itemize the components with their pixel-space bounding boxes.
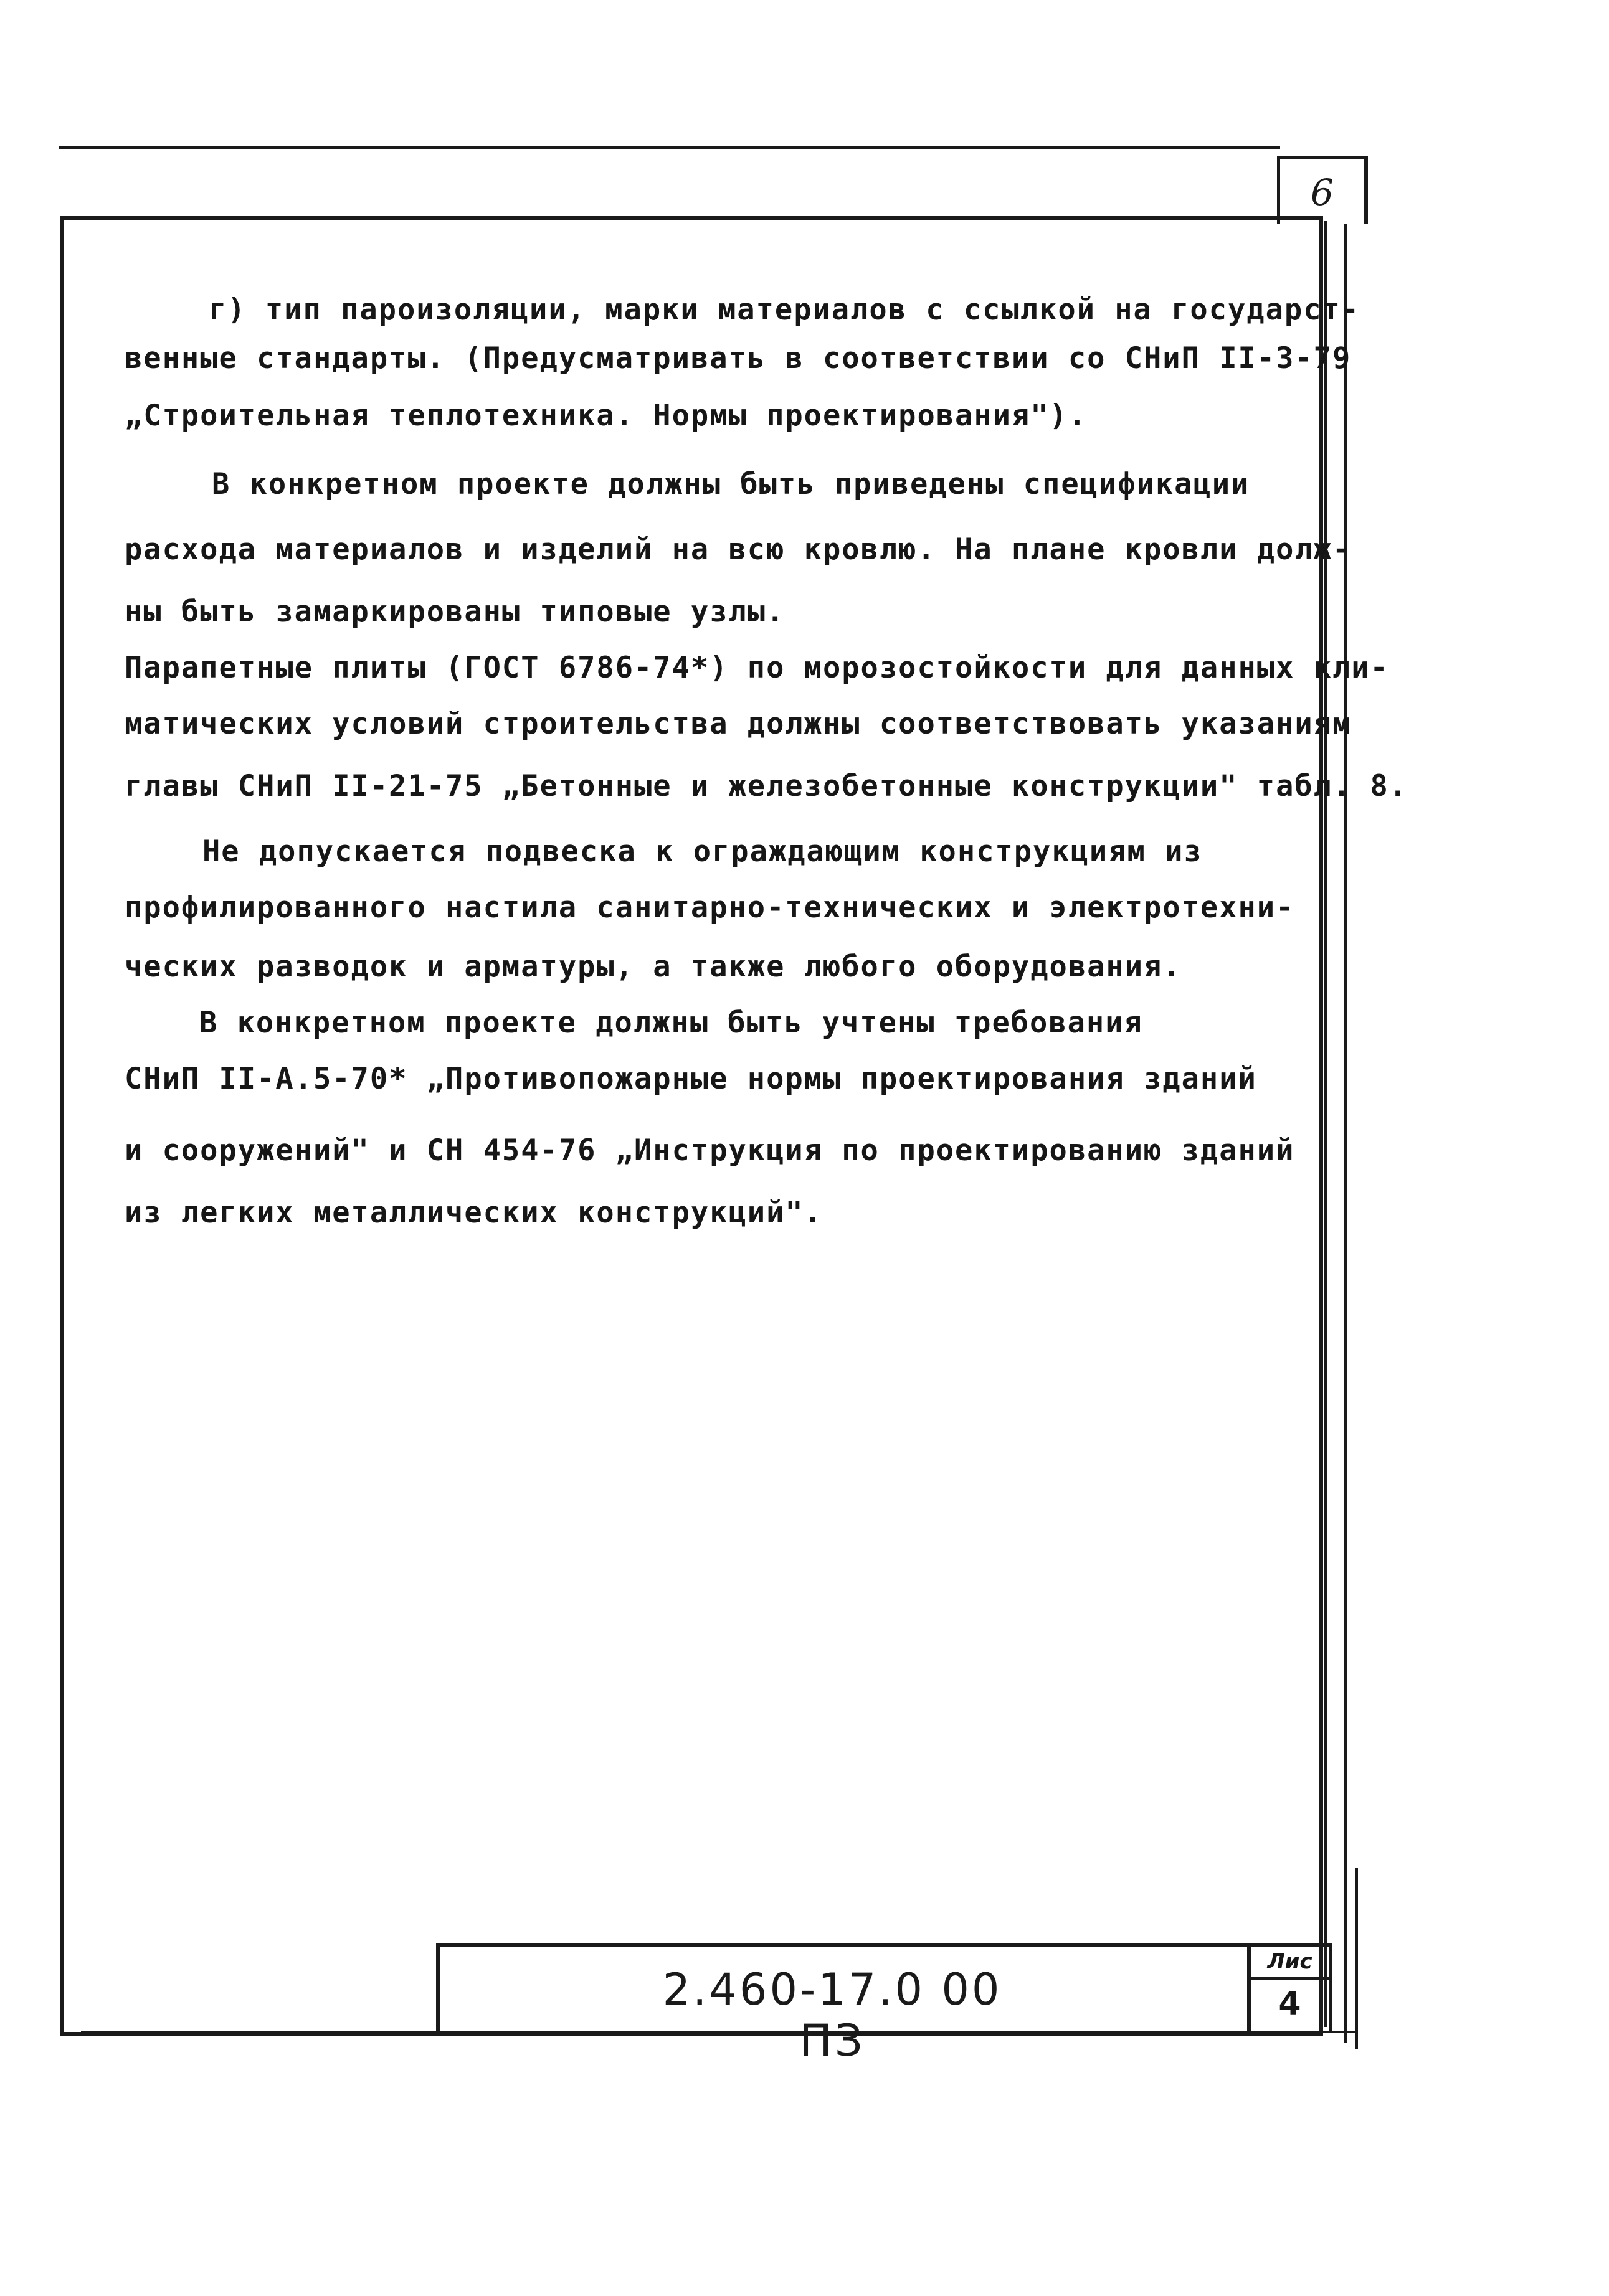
text-line: матических условий строительства должны соответствовать указаниям [125,707,1352,741]
page-number: 6 [1311,171,1334,214]
top-rule [59,146,1280,149]
text-line: Не допускается подвеска к ограждающим конструкциям из [202,834,1203,869]
frame-rail-outer [1344,224,1347,2043]
text-line: из легких металлических конструкций". [125,1196,823,1230]
document-code: 2.460-17.0 00 ПЗ [662,1964,1002,2066]
frame-rail [1324,221,1327,2027]
sheet-number: 4 [1278,1985,1301,2023]
sheet-label: Лис [1267,1949,1312,1974]
text-line: Парапетные плиты (ГОСТ 6786-74*) по морозостойкости для данных кли- [125,651,1389,685]
text-line: СНиП II-А.5-70* „Противопожарные нормы проектирования зданий [125,1062,1257,1096]
sheet-cell [1247,1943,1332,2032]
sheet-cell-divider [1251,1977,1329,1980]
text-line: ческих разводок и арматуры, а также любого оборудования. [125,950,1182,984]
frame-rail-edge [1355,1868,1358,2049]
title-block [436,1943,1251,2066]
text-line: венные стандарты. (Предусматривать в соответствии со СНиП II-3-79 [125,341,1352,376]
text-line: „Строительная теплотехника. Нормы проектирования"). [125,399,1088,433]
text-line: ны быть замаркированы типовые узлы. [125,595,786,629]
text-line: В конкретном проекте должны быть учтены требования [199,1006,1143,1040]
page-number-box [1277,156,1368,224]
text-line: расхода материалов и изделий на всю кровлю. На плане кровли долж- [125,532,1352,567]
text-line: и сооружений" и СН 454-76 „Инструкция по проектированию зданий [125,1133,1295,1168]
text-line: профилированного настила санитарно-технических и электротехни- [125,891,1295,925]
text-line: г) тип пароизоляции, марки материалов с ссылкой на государст- [209,293,1360,327]
text-line: В конкретном проекте должны быть приведены спецификации [212,467,1250,501]
text-line: главы СНиП II-21-75 „Бетонные и железобетонные конструкции" табл. 8. [125,769,1408,803]
